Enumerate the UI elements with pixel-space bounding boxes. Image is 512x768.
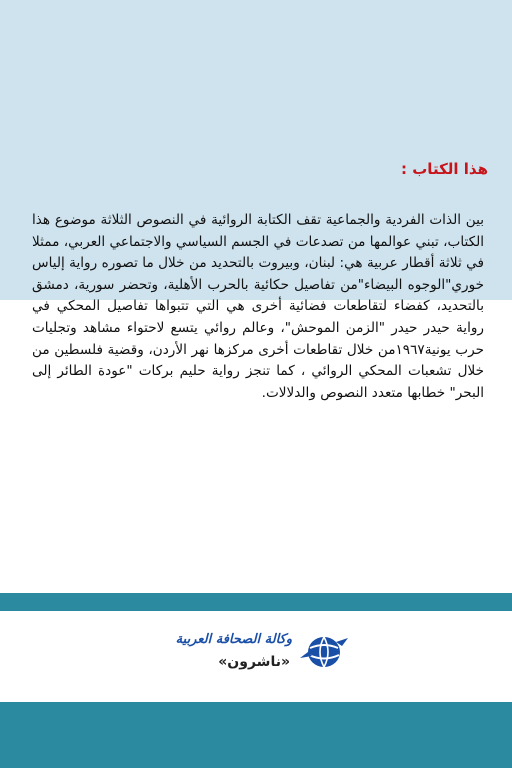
- publisher-name: وكالة الصحافة العربية: [175, 632, 292, 647]
- description-paragraph: بين الذات الفردية والجماعية تقف الكتابة الروائية في النصوص الثلاثة موضوع هذا الكتاب، تبني عوالمها من تصدعات في الجسم السياسي والاجتماعي العربي، ممثلا في ثلاثة أقطار عربية هي: لبنان، وبيروت بالتحديد من خلال ما تصوره رواية إلياس خوري"الوجوه البيضاء"من تفاصيل حكائية بالحرب الأهلية، وتحضر سورية، دمشق بالتحديد، كفضاء لتقاطعات فضائية أخرى هي التي تتبواها تفاصيل المحكي في رواية حيدر حيدر "الزمن الموحش"، وعالم روائي يتسع لاحتواء مشاهد وتجليات حرب يونية١٩٦٧من خلال تقاطعات أخرى مركزها نهر الأردن، وقضية فلسطين من خلال تشعبات المحكي الروائي ، كما تنجز رواية حليم بركات "عودة الطائر إلى البحر" خطابها متعدد النصوص والدلالات.: [32, 212, 484, 401]
- publisher-subtitle: «ناشرون»: [218, 654, 290, 670]
- teal-divider-strip: [0, 593, 512, 611]
- teal-footer-band: [0, 702, 512, 768]
- book-description: [32, 210, 484, 404]
- globe-emblem-icon: [298, 632, 350, 672]
- section-heading: هذا الكتاب :: [401, 160, 488, 178]
- publisher-logo: [150, 628, 350, 688]
